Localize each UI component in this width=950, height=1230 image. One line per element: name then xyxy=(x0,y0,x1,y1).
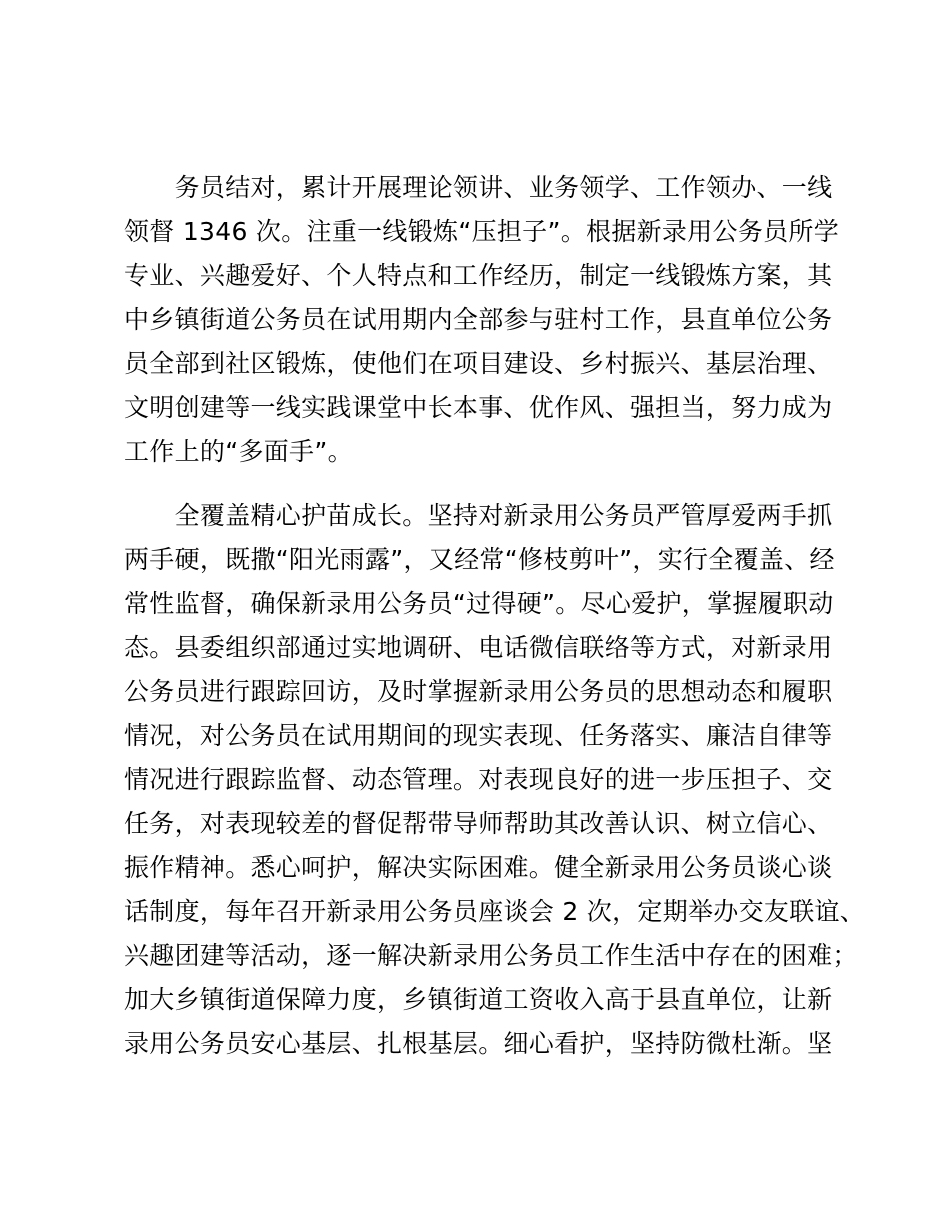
text-line: 工作上的“多面手”。 xyxy=(124,437,353,466)
text-line: 两手硬，既撒“阳光雨露”，又经常“修枝剪叶”，实行全覆盖、经 xyxy=(124,545,835,574)
text-line: 兴趣团建等活动，逐一解决新录用公务员工作生活中存在的困难； xyxy=(124,941,858,970)
document-body xyxy=(124,166,866,1066)
text-line: 员全部到社区锻炼，使他们在项目建设、乡村振兴、基层治理、 xyxy=(124,349,833,378)
text-line: 任务，对表现较差的督促帮带导师帮助其改善认识、树立信心、 xyxy=(124,809,833,838)
paragraph xyxy=(124,166,839,474)
text-line: 领督 1346 次。注重一线锻炼“压担子”。根据新录用公务员所学 xyxy=(124,217,840,246)
text-line: 情况进行跟踪监督、动态管理。对表现良好的进一步压担子、交 xyxy=(124,765,833,794)
text-line: 加大乡镇街道保障力度，乡镇街道工资收入高于县直单位，让新 xyxy=(124,985,833,1014)
text-line: 录用公务员安心基层、扎根基层。细心看护，坚持防微杜渐。坚 xyxy=(124,1029,833,1058)
text-line: 情况，对公务员在试用期间的现实表现、任务落实、廉洁自律等 xyxy=(124,721,833,750)
text-line: 态。县委组织部通过实地调研、电话微信联络等方式，对新录用 xyxy=(124,633,833,662)
text-line: 公务员进行跟踪回访，及时掌握新录用公务员的思想动态和履职 xyxy=(124,677,833,706)
text-line: 中乡镇街道公务员在试用期内全部参与驻村工作，县直单位公务 xyxy=(124,305,833,334)
paragraph xyxy=(124,494,866,1066)
text-line: 务员结对，累计开展理论领讲、业务领学、工作领办、一线 xyxy=(124,173,833,202)
text-line: 话制度，每年召开新录用公务员座谈会 2 次，定期举办交友联谊、 xyxy=(124,897,866,926)
text-line: 专业、兴趣爱好、个人特点和工作经历，制定一线锻炼方案，其 xyxy=(124,261,833,290)
text-line: 文明创建等一线实践课堂中长本事、优作风、强担当，努力成为 xyxy=(124,393,833,422)
text-line: 振作精神。悉心呵护，解决实际困难。健全新录用公务员谈心谈 xyxy=(124,853,833,882)
text-line: 全覆盖精心护苗成长。坚持对新录用公务员严管厚爱两手抓 xyxy=(124,501,833,530)
text-line: 常性监督，确保新录用公务员“过得硬”。尽心爱护，掌握履职动 xyxy=(124,589,834,618)
